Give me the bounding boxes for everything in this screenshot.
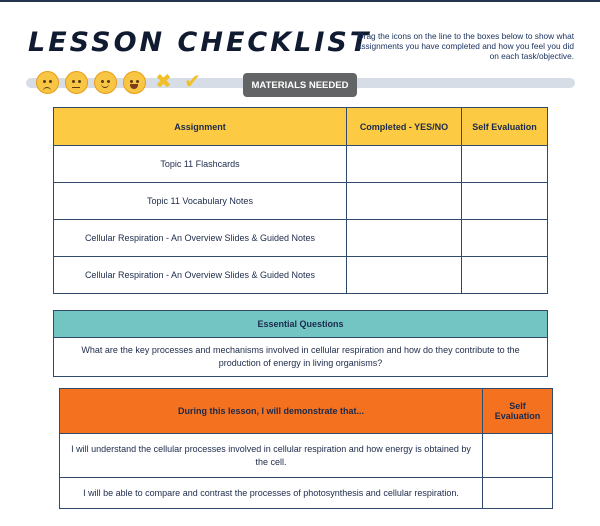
objectives-self-evaluation-header: Self Evaluation [483,389,553,434]
materials-needed-button[interactable]: MATERIALS NEEDED [243,73,357,97]
smiling-face-icon[interactable] [94,71,117,94]
table-row [60,434,553,478]
assignment-name: Topic 11 Vocabulary Notes [54,183,347,220]
top-border [0,0,600,2]
table-header-row [54,108,548,146]
assignment-name: Cellular Respiration - An Overview Slides & Guided Notes [54,257,347,294]
completed-drop-box[interactable] [347,183,462,220]
evaluation-drop-box[interactable] [462,220,548,257]
evaluation-drop-box[interactable] [462,257,548,294]
table-row [60,478,553,509]
neutral-face-icon[interactable] [65,71,88,94]
x-mark-icon[interactable]: ✖ [155,71,172,93]
objective-text: I will be able to compare and contrast the processes of photosynthesis and cellular respiration. [60,478,483,509]
evaluation-drop-box[interactable] [462,183,548,220]
column-header-self-evaluation: Self Evaluation [462,108,548,146]
column-header-completed: Completed - YES/NO [347,108,462,146]
check-mark-icon[interactable]: ✔ [184,71,201,93]
essential-questions-header: Essential Questions [54,311,548,338]
assignments-table [53,107,548,294]
objective-text: I will understand the cellular processes involved in cellular respiration and how energy is obtained by the cell. [60,434,483,478]
sad-face-icon[interactable] [36,71,59,94]
completed-drop-box[interactable] [347,220,462,257]
draggable-icons [36,71,204,95]
grinning-face-icon[interactable] [123,71,146,94]
evaluation-drop-box[interactable] [483,478,553,509]
table-row [54,220,548,257]
column-header-assignment: Assignment [54,108,347,146]
essential-questions-table [53,310,548,377]
completed-drop-box[interactable] [347,257,462,294]
table-row [54,257,548,294]
assignment-name: Topic 11 Flashcards [54,146,347,183]
table-row [54,146,548,183]
objectives-table [59,388,553,509]
page-title: LESSON CHECKLIST [28,27,372,58]
evaluation-drop-box[interactable] [462,146,548,183]
objectives-header: During this lesson, I will demonstrate that... [60,389,483,434]
essential-question-text: What are the key processes and mechanisms involved in cellular respiration and how do they contribute to the production of energy in living organisms? [54,338,548,377]
completed-drop-box[interactable] [347,146,462,183]
table-row [54,183,548,220]
instructions-text: Drag the icons on the line to the boxes below to show what assignments you have completed and how you feel you did on each task/objective. [356,31,574,61]
evaluation-drop-box[interactable] [483,434,553,478]
assignment-name: Cellular Respiration - An Overview Slides & Guided Notes [54,220,347,257]
